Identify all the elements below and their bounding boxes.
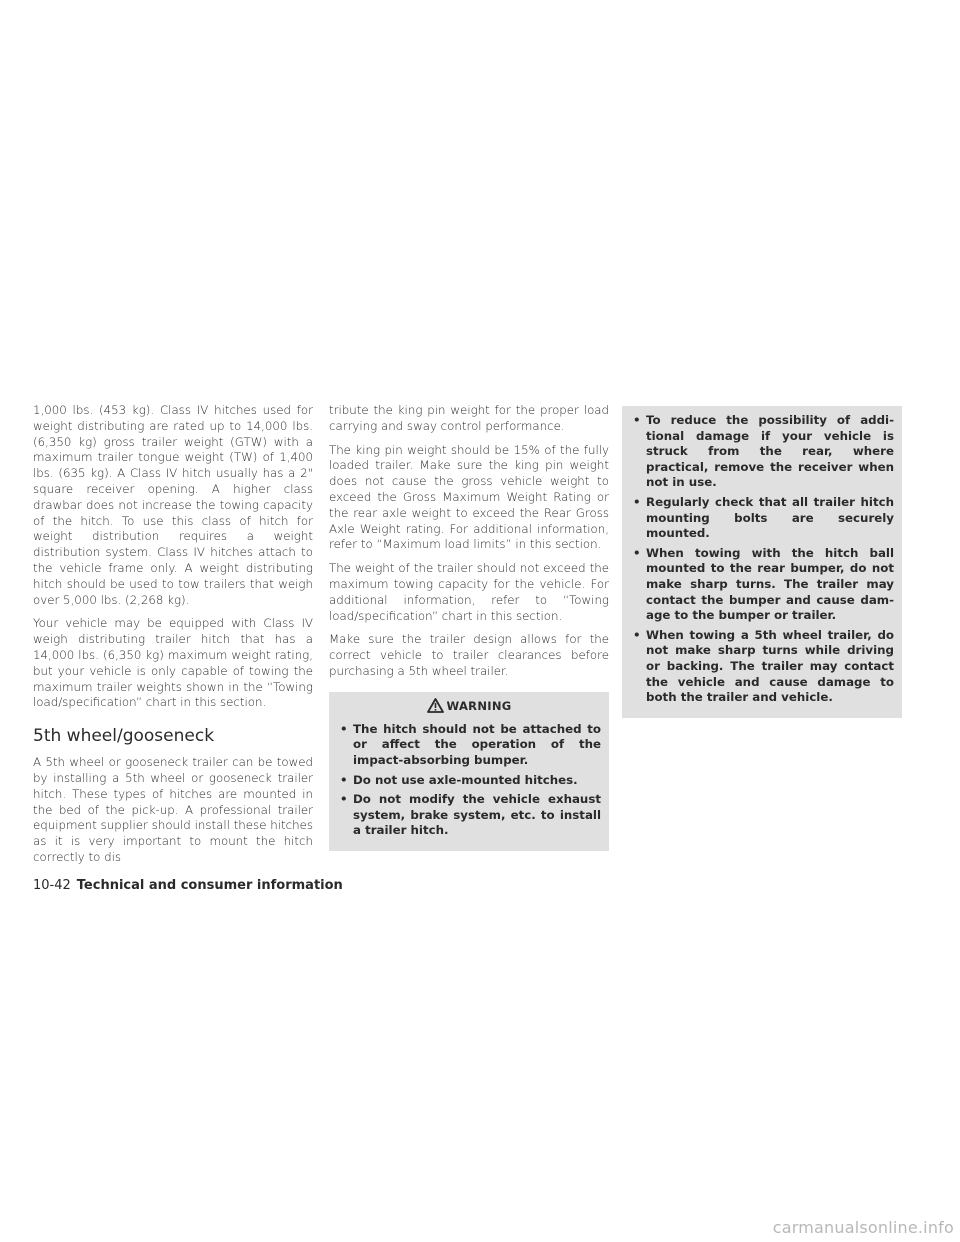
chapter-title: Technical and consumer information: [76, 878, 343, 893]
bullet: •: [340, 772, 348, 787]
warning-list: [630, 413, 894, 706]
page-number: 10-42: [33, 878, 71, 893]
list-item: • To reduce the possibility of additional damage if your vehicle is struck from the rear, where practical, remove the receiver when not in use.: [633, 413, 894, 490]
list-item: • The hitch should not be attached to or affect the operation of the impact-absorbing bumper.: [340, 721, 601, 767]
paragraph: The weight of the trailer should not exceed the maximum towing capacity for the vehicle. For additional information, refer to “Towing load/specification” chart in this section.: [329, 561, 609, 623]
warning-box-continued: [622, 406, 902, 718]
bullet: •: [340, 792, 348, 807]
warning-header: [337, 698, 601, 714]
column-2: [329, 403, 609, 851]
warning-title: WARNING: [446, 698, 512, 713]
paragraph: 1,000 lbs. (453 kg). Class IV hitches used for weight distributing are rated up to 14,000 lbs. (6,350 kg) gross trailer weight (GTW) with a maximum trailer tongue weight (TW) of 1,400 lbs. (635 kg). A Class IV hitch usually has a 2" square receiver opening. A higher class drawbar does not increase the towing capacity of the hitch. To use this class of hitch for weight distribution requires a weight distribution system. Class IV hitches attach to the vehicle frame only. A weight distributing hitch should be used to tow trailers that weigh over 5,000 lbs. (2,268 kg).: [33, 403, 313, 607]
list-item: • When towing with the hitch ball mounted to the rear bumper, do not make sharp turns. The trailer may contact the bumper and cause damage to the bumper or trailer.: [633, 545, 894, 623]
paragraph: Your vehicle may be equipped with Class IV weigh distributing trailer hitch that has a 14,000 lbs. (6,350 kg) maximum weight rating, but your vehicle is only capable of towing the maximum trailer weights shown in the “Towing load/specification” chart in this section.: [33, 616, 313, 710]
section-heading: 5th wheel/gooseneck: [33, 726, 215, 747]
bullet: •: [633, 413, 641, 427]
warning-list: [337, 722, 601, 839]
paragraph: tribute the king pin weight for the proper load carrying and sway control performance.: [329, 403, 609, 433]
bullet: •: [633, 545, 641, 560]
warning-triangle-icon: [427, 698, 444, 713]
list-item: • Do not modify the vehicle exhaust system, brake system, etc. to install a trailer hitch.: [340, 792, 601, 838]
paragraph: Make sure the trailer design allows for the correct vehicle to trailer clearances before purchasing a 5th wheel trailer.: [329, 632, 609, 678]
column-3: [622, 403, 902, 718]
bullet: •: [633, 494, 641, 509]
column-1: [33, 403, 313, 874]
list-item: • Do not use axle-mounted hitches.: [340, 772, 578, 787]
paragraph: A 5th wheel or gooseneck trailer can be towed by installing a 5th wheel or gooseneck trailer hitch. These types of hitches are mounted in the bed of the pick-up. A professional trailer equipment supplier should install these hitches as it is very important to mount the hitch correctly to dis: [33, 755, 313, 864]
list-item: • Regularly check that all trailer hitch mounting bolts are securely mounted.: [633, 494, 894, 541]
list-item: • When towing a 5th wheel trailer, do not make sharp turns while driving or backing. The trailer may contact the vehicle and cause damage to both the trailer and vehicle.: [633, 627, 894, 705]
paragraph: The king pin weight should be 15% of the fully loaded trailer. Make sure the king pin weight does not cause the gross vehicle weight to exceed the Gross Maximum Weight Rating or the rear axle weight to exceed the Rear Gross Axle Weight rating. For additional information, refer to “Maximum load limits” in this section.: [329, 442, 609, 552]
bullet: •: [633, 627, 641, 642]
bullet: •: [340, 721, 348, 736]
watermark: carmanualsonline.info: [772, 1218, 954, 1237]
warning-box: [329, 692, 609, 851]
page-footer: [33, 877, 343, 895]
